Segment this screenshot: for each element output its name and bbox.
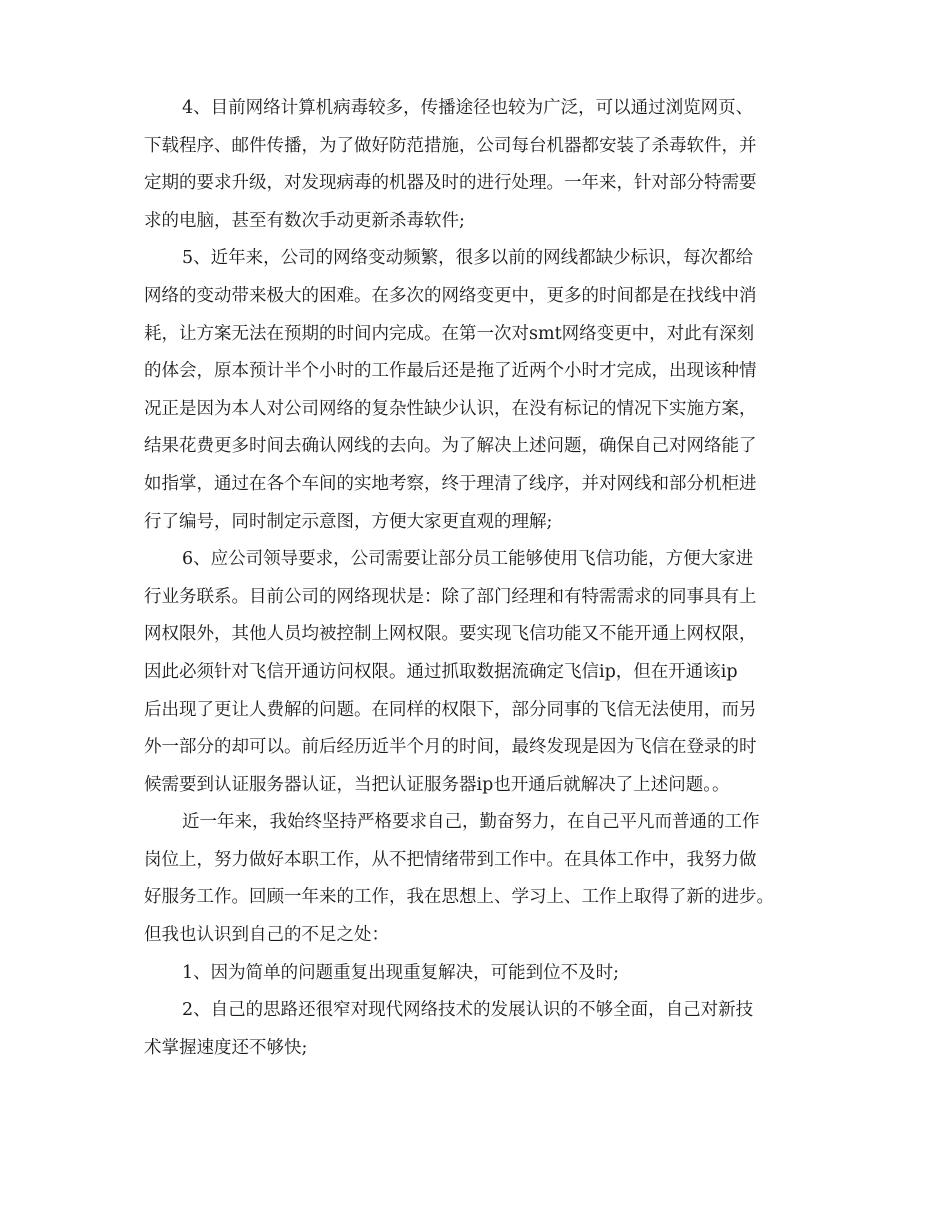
- text-line: 5、近年来，公司的网络变动频繁，很多以前的网线都缺少标识，每次都给: [182, 248, 754, 269]
- document-body: [144, 90, 824, 1067]
- text-line: 网络的变动带来极大的困难。在多次的网络变更中，更多的时间都是在找线中消: [144, 285, 757, 306]
- text-line: 的体会，原本预计半个小时的工作最后还是拖了近两个小时才完成，出现该种情: [144, 361, 757, 382]
- text-line: 行了编号，同时制定示意图，方便大家更直观的理解;: [144, 511, 553, 532]
- text-line: 求的电脑，甚至有数次手动更新杀毒软件;: [144, 210, 465, 231]
- text-line: 术掌握速度还不够快;: [144, 1037, 308, 1058]
- text-line: 行业务联系。目前公司的网络现状是：除了部门经理和有特需需求的同事具有上: [144, 586, 757, 607]
- text-line: 好服务工作。回顾一年来的工作，我在思想上、学习上、工作上取得了新的进步。: [144, 887, 774, 908]
- text-line: 候需要到认证服务器认证，当把认证服务器ip也开通后就解决了上述问题。。: [144, 774, 730, 795]
- text-line: 结果花费更多时间去确认网线的去向。为了解决上述问题，确保自己对网络能了: [144, 436, 757, 457]
- text-line: 因此必须针对飞信开通访问权限。通过抓取数据流确定飞信ip，但在开通该ip: [144, 661, 738, 682]
- text-line: 近一年来，我始终坚持严格要求自己，勤奋努力，在自己平凡而普通的工作: [182, 812, 760, 833]
- text-line: 外一部分的却可以。前后经历近半个月的时间，最终发现是因为飞信在登录的时: [144, 737, 757, 758]
- text-line: 耗，让方案无法在预期的时间内完成。在第一次对smt网络变更中，对此有深刻: [144, 323, 755, 344]
- text-line: 网权限外，其他人员均被控制上网权限。要实现飞信功能又不能开通上网权限，: [144, 624, 757, 645]
- text-line: 2、自己的思路还很窄对现代网络技术的发展认识的不够全面，自己对新技: [182, 1000, 754, 1021]
- text-line: 况正是因为本人对公司网络的复杂性缺少认识，在没有标记的情况下实施方案，: [144, 398, 757, 419]
- text-line: 4、目前网络计算机病毒较多，传播途径也较为广泛，可以通过浏览网页、: [182, 98, 754, 118]
- text-line: 岗位上，努力做好本职工作，从不把情绪带到工作中。在具体工作中，我努力做: [144, 849, 757, 870]
- text-line: 下载程序、邮件传播，为了做好防范措施，公司每台机器都安装了杀毒软件，并: [144, 135, 757, 156]
- text-line: 如指掌，通过在各个车间的实地考察，终于理清了线序，并对网线和部分机柜进: [144, 473, 757, 494]
- text-line: 但我也认识到自己的不足之处：: [144, 925, 389, 946]
- text-line: 6、应公司领导要求，公司需要让部分员工能够使用飞信功能，方便大家进: [182, 549, 754, 570]
- text-line: 定期的要求升级，对发现病毒的机器及时的进行处理。一年来，针对部分特需要: [144, 173, 757, 194]
- text-line: 1、因为简单的问题重复出现重复解决，可能到位不及时;: [182, 962, 620, 983]
- text-line: 后出现了更让人费解的问题。在同样的权限下，部分同事的飞信无法使用，而另: [144, 699, 757, 720]
